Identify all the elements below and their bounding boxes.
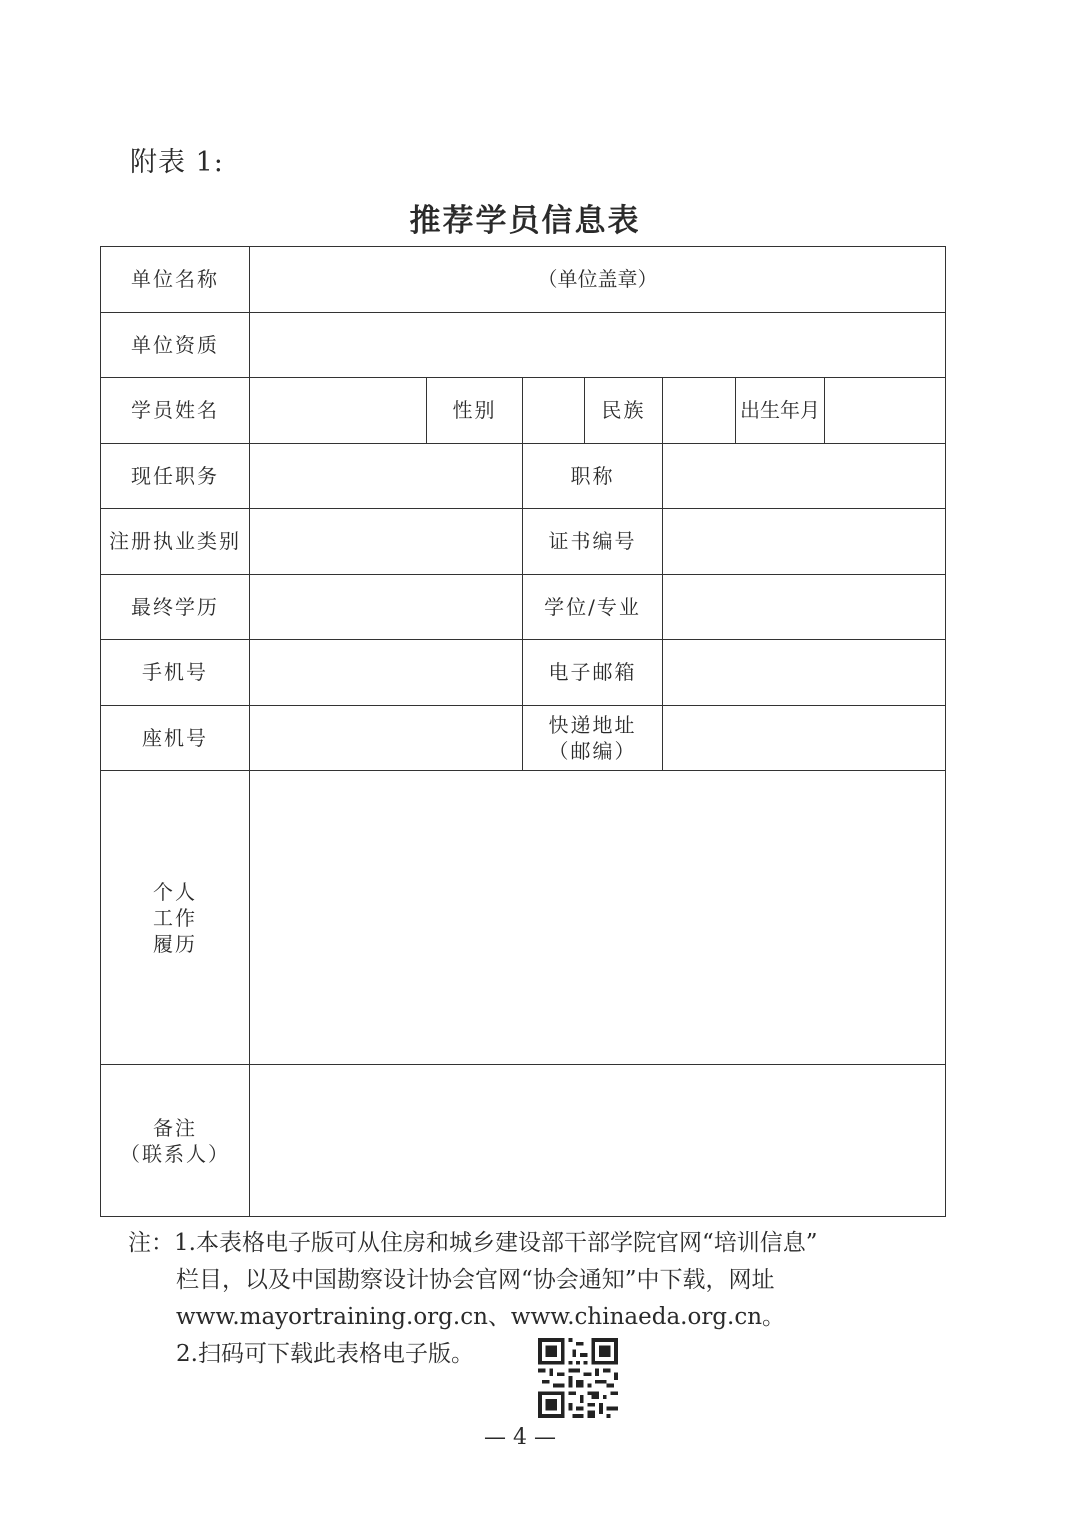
label-email: 电子邮箱 xyxy=(523,640,663,706)
page-number: — 4 — xyxy=(484,1425,556,1450)
field-remarks[interactable] xyxy=(250,1065,946,1217)
field-unit-qualification[interactable] xyxy=(250,312,946,378)
qr-code-icon[interactable] xyxy=(538,1338,618,1418)
label-education: 最终学历 xyxy=(101,574,250,640)
row-work-history xyxy=(101,771,946,1065)
label-certificate-no: 证书编号 xyxy=(523,509,663,575)
footnotes xyxy=(128,1225,817,1373)
note-line-2: 栏目，以及中国勘察设计协会官网“协会通知”中下载，网址 xyxy=(176,1267,775,1293)
label-work-history xyxy=(101,771,250,1065)
row-unit-qualification xyxy=(101,312,946,378)
row-remarks xyxy=(101,1065,946,1217)
label-unit-qualification: 单位资质 xyxy=(101,312,250,378)
label-address xyxy=(523,705,663,771)
label-current-position: 现任职务 xyxy=(101,443,250,509)
field-unit-name[interactable]: （单位盖章） xyxy=(250,247,946,313)
note-line-3: www.mayortraining.org.cn、www.chinaeda.org.cn。 xyxy=(176,1304,786,1330)
field-address[interactable] xyxy=(663,705,946,771)
label-address-line1: 快递地址 xyxy=(548,712,637,737)
note-line-4: 2.扫码可下载此表格电子版。 xyxy=(176,1341,474,1367)
label-address-line2: （邮编） xyxy=(548,738,637,763)
field-current-position[interactable] xyxy=(250,443,523,509)
field-ethnicity[interactable] xyxy=(663,378,736,444)
label-work-history-line3: 履历 xyxy=(153,931,197,956)
label-ethnicity: 民族 xyxy=(585,378,663,444)
row-landline xyxy=(101,705,946,771)
row-unit-name xyxy=(101,247,946,313)
field-gender[interactable] xyxy=(523,378,585,444)
field-work-history[interactable] xyxy=(250,771,946,1065)
label-remarks-line1: 备注 xyxy=(153,1115,197,1140)
field-mobile[interactable] xyxy=(250,640,523,706)
field-degree-major[interactable] xyxy=(663,574,946,640)
field-certificate-no[interactable] xyxy=(663,509,946,575)
field-education[interactable] xyxy=(250,574,523,640)
field-email[interactable] xyxy=(663,640,946,706)
row-position xyxy=(101,443,946,509)
page-title: 推荐学员信息表 xyxy=(409,203,641,239)
label-unit-name: 单位名称 xyxy=(101,247,250,313)
label-degree-major: 学位/专业 xyxy=(523,574,663,640)
note-line-1: 注：1.本表格电子版可从住房和城乡建设部干部学院官网“培训信息” xyxy=(128,1230,818,1256)
field-title-rank[interactable] xyxy=(663,443,946,509)
label-work-history-line1: 个人 xyxy=(153,879,197,904)
label-gender: 性别 xyxy=(427,378,523,444)
label-work-history-line2: 工作 xyxy=(153,905,197,930)
label-trainee-name: 学员姓名 xyxy=(101,378,250,444)
field-trainee-name[interactable] xyxy=(250,378,427,444)
label-title-rank: 职称 xyxy=(523,443,663,509)
row-contact xyxy=(101,640,946,706)
row-trainee xyxy=(101,378,946,444)
attachment-label: 附表 1: xyxy=(130,147,224,178)
row-education xyxy=(101,574,946,640)
trainee-info-form xyxy=(100,246,946,1217)
field-registered-category[interactable] xyxy=(250,509,523,575)
row-registration xyxy=(101,509,946,575)
label-remarks xyxy=(101,1065,250,1217)
field-birth-month[interactable] xyxy=(825,378,946,444)
label-registered-category: 注册执业类别 xyxy=(101,509,250,575)
field-landline[interactable] xyxy=(250,705,523,771)
label-landline: 座机号 xyxy=(101,705,250,771)
label-birth-month: 出生年月 xyxy=(736,378,825,444)
label-mobile: 手机号 xyxy=(101,640,250,706)
label-remarks-line2: （联系人） xyxy=(120,1141,230,1166)
